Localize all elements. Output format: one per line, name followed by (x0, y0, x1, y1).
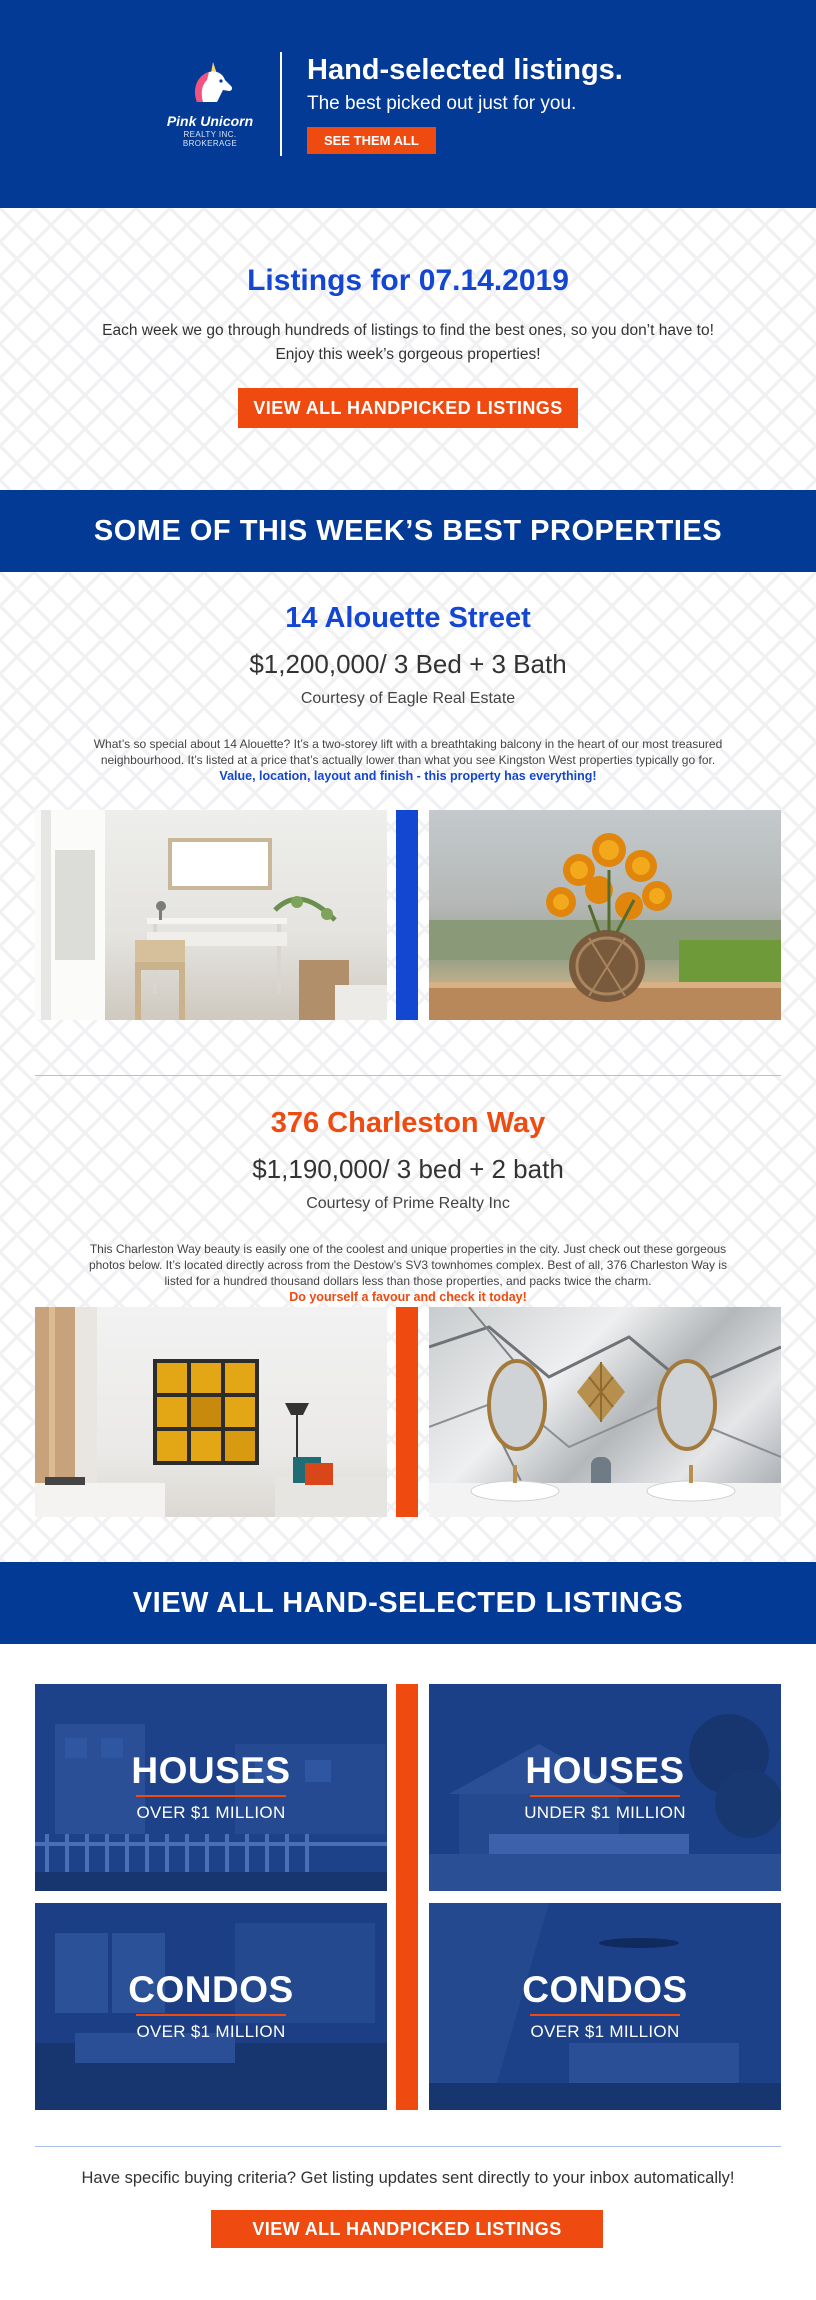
tile-subtitle: OVER $1 MILLION (136, 2022, 286, 2041)
property-highlight: Do yourself a favour and check it today! (289, 1290, 527, 1304)
description-line: photos below. It’s located directly across from the Destow’s SV3 townhomes complex. Best of all, 376 Charleston Way is (88, 1258, 728, 1272)
property-card (0, 602, 816, 784)
living-room-illustration (35, 1307, 387, 1517)
tile-subtitle: OVER $1 MILLION (136, 1803, 286, 1822)
bathroom-photo[interactable] (429, 1307, 781, 1517)
header-text (307, 54, 623, 154)
tile-label (429, 1750, 781, 1823)
property-courtesy: Courtesy of Eagle Real Estate (300, 690, 516, 707)
photo-divider-bar (396, 810, 418, 1020)
tile-underline (530, 1795, 680, 1797)
properties-section (0, 572, 816, 1562)
property-price: $1,200,000/ 3 Bed + 3 Bath (249, 649, 567, 679)
category-tile-houses-under-1m[interactable] (429, 1684, 781, 1891)
see-them-all-button[interactable]: SEE THEM ALL (307, 127, 436, 154)
description-line: What’s so special about 14 Alouette? It’s a two-storey lift with a breathtaking balcony in the heart of our most treasured (93, 737, 723, 751)
tile-underline (136, 1795, 286, 1797)
property-title[interactable]: 376 Charleston Way (270, 1107, 546, 1139)
property-courtesy: Courtesy of Prime Realty Inc (306, 1195, 510, 1212)
email-header (0, 0, 816, 208)
tile-title: HOUSES (525, 1750, 685, 1791)
tile-title: CONDOS (522, 1969, 688, 2010)
footer-separator (35, 2146, 781, 2147)
property-title[interactable]: 14 Alouette Street (285, 602, 531, 634)
listing-categories-section (0, 1644, 816, 2300)
intro-text (0, 319, 816, 367)
category-tile-houses-over-1m[interactable] (35, 1684, 387, 1891)
tile-label (35, 1969, 387, 2042)
header-title: Hand-selected listings. (307, 54, 623, 86)
brand-logo[interactable] (160, 60, 260, 150)
property-card (0, 1107, 816, 1305)
header-subtitle: The best picked out just for you. (307, 93, 577, 114)
tile-title: HOUSES (131, 1750, 291, 1791)
property-separator (35, 1075, 781, 1076)
footer-view-all-listings-button[interactable]: VIEW ALL HANDPICKED LISTINGS (211, 2210, 603, 2248)
header-divider (280, 52, 282, 156)
brand-tagline: REALTY INC. BROKERAGE (182, 130, 238, 148)
brand-name: Pink Unicorn (166, 113, 254, 129)
intro-section (0, 208, 816, 490)
tile-underline (136, 2014, 286, 2016)
property-highlight: Value, location, layout and finish - this property has everything! (219, 769, 597, 783)
unicorn-logo-icon (183, 60, 237, 104)
photo-divider-bar (396, 1307, 418, 1517)
property-description (48, 1241, 768, 1305)
property-description (48, 736, 768, 784)
view-all-listings-button[interactable]: VIEW ALL HANDPICKED LISTINGS (238, 388, 578, 428)
tile-title: CONDOS (128, 1969, 294, 2010)
flower-vase-illustration (429, 810, 781, 1020)
bathroom-illustration (429, 1307, 781, 1517)
best-properties-banner: SOME OF THIS WEEK’S BEST PROPERTIES (0, 490, 816, 572)
tile-label (35, 1750, 387, 1823)
description-line: neighbourhood. It’s listed at a price that’s actually lower than what you see Kingston West properties typically go for. (100, 753, 716, 767)
description-line: This Charleston Way beauty is easily one of the coolest and unique properties in the city. Just check out these gorgeous (89, 1242, 727, 1256)
property-photos (35, 810, 781, 1020)
flower-vase-photo[interactable] (429, 810, 781, 1020)
tile-subtitle: UNDER $1 MILLION (524, 1803, 686, 1822)
listings-date-title: Listings for 07.14.2019 (247, 264, 569, 297)
category-tile-condos-over-1m-2[interactable] (429, 1903, 781, 2110)
bedroom-desk-photo[interactable] (35, 810, 387, 1020)
intro-line-1: Each week we go through hundreds of listings to find the best ones, so you don’t have to! (102, 322, 714, 339)
property-photos (35, 1307, 781, 1517)
living-room-photo[interactable] (35, 1307, 387, 1517)
tile-underline (530, 2014, 680, 2016)
category-tile-condos-over-1m[interactable] (35, 1903, 387, 2110)
tile-subtitle: OVER $1 MILLION (530, 2022, 680, 2041)
tile-label (429, 1969, 781, 2042)
description-line: listed for a hundred thousand dollars less than those properties, and packs twice the charm. (164, 1274, 652, 1288)
footer-text: Have specific buying criteria? Get listing updates sent directly to your inbox automatically! (81, 2169, 735, 2187)
intro-line-2: Enjoy this week’s gorgeous properties! (275, 346, 541, 363)
all-listings-banner: VIEW ALL HAND-SELECTED LISTINGS (0, 1562, 816, 1644)
property-price: $1,190,000/ 3 bed + 2 bath (252, 1154, 564, 1184)
category-divider-bar (396, 1684, 418, 2110)
bedroom-desk-illustration (35, 810, 387, 1020)
